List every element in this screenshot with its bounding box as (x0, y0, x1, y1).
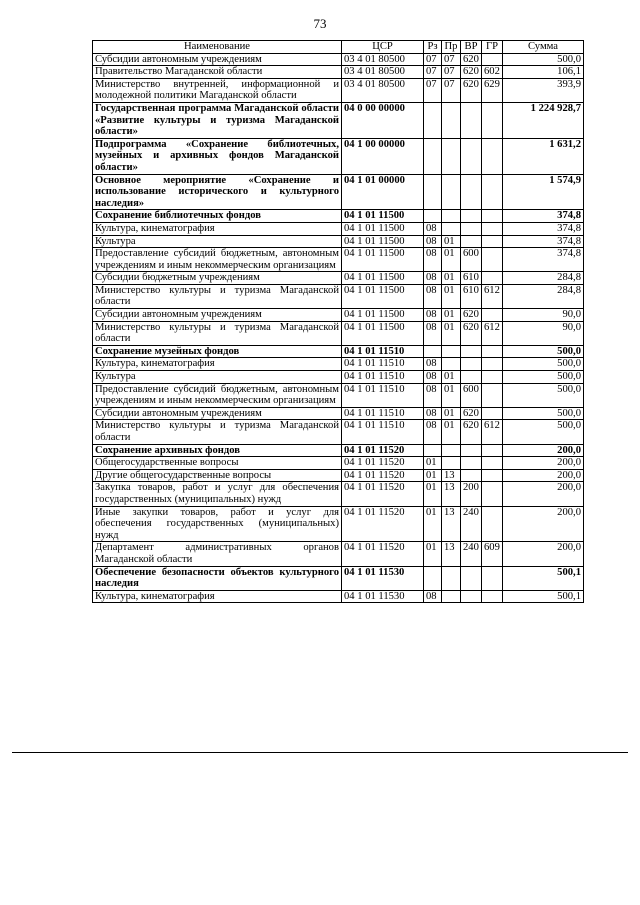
cell-sum: 374,8 (503, 235, 584, 248)
table-row (93, 407, 584, 420)
cell-vr: 620 (461, 66, 482, 79)
cell-name: Департамент административных органов Магаданской области (93, 542, 342, 566)
cell-csr: 04 1 01 11520 (342, 444, 424, 457)
cell-csr: 04 1 01 11510 (342, 407, 424, 420)
cell-name: Сохранение музейных фондов (93, 345, 342, 358)
cell-sum: 374,8 (503, 248, 584, 272)
cell-sum: 500,0 (503, 371, 584, 384)
cell-sum: 1 631,2 (503, 138, 584, 174)
table-row (93, 78, 584, 102)
cell-rz: 08 (424, 590, 442, 603)
cell-rz: 08 (424, 272, 442, 285)
cell-pr: 13 (442, 542, 461, 566)
cell-sum: 500,0 (503, 407, 584, 420)
cell-gr (482, 482, 503, 506)
cell-sum: 500,0 (503, 345, 584, 358)
cell-csr: 04 1 01 11500 (342, 248, 424, 272)
cell-csr: 04 0 00 00000 (342, 102, 424, 138)
cell-gr (482, 272, 503, 285)
cell-name: Министерство культуры и туризма Магаданской области (93, 420, 342, 444)
cell-vr (461, 566, 482, 590)
cell-gr (482, 457, 503, 470)
cell-gr (482, 371, 503, 384)
table-row (93, 358, 584, 371)
cell-csr: 03 4 01 80500 (342, 66, 424, 79)
cell-csr: 04 1 01 11510 (342, 383, 424, 407)
cell-name: Обеспечение безопасности объектов культурного наследия (93, 566, 342, 590)
cell-pr (442, 345, 461, 358)
cell-gr: 612 (482, 284, 503, 308)
cell-pr (442, 566, 461, 590)
cell-csr: 04 1 01 11500 (342, 284, 424, 308)
cell-csr: 04 1 01 11520 (342, 506, 424, 542)
cell-sum: 500,1 (503, 566, 584, 590)
cell-vr: 620 (461, 321, 482, 345)
cell-rz: 08 (424, 222, 442, 235)
cell-pr: 07 (442, 66, 461, 79)
cell-csr: 04 1 01 11500 (342, 272, 424, 285)
cell-sum: 374,8 (503, 222, 584, 235)
cell-sum: 500,0 (503, 358, 584, 371)
cell-vr (461, 457, 482, 470)
cell-rz: 01 (424, 469, 442, 482)
cell-gr (482, 566, 503, 590)
cell-gr: 609 (482, 542, 503, 566)
cell-rz: 08 (424, 371, 442, 384)
cell-csr: 04 1 01 11510 (342, 420, 424, 444)
cell-pr: 13 (442, 469, 461, 482)
cell-csr: 04 1 01 11530 (342, 566, 424, 590)
cell-name: Культура (93, 235, 342, 248)
cell-sum: 90,0 (503, 309, 584, 322)
cell-vr (461, 222, 482, 235)
header-sum: Сумма (503, 41, 584, 54)
cell-pr: 01 (442, 309, 461, 322)
header-gr: ГР (482, 41, 503, 54)
cell-sum: 200,0 (503, 457, 584, 470)
cell-sum: 284,8 (503, 284, 584, 308)
cell-vr: 240 (461, 506, 482, 542)
table-row (93, 566, 584, 590)
cell-sum: 284,8 (503, 272, 584, 285)
cell-rz (424, 444, 442, 457)
cell-vr: 610 (461, 272, 482, 285)
cell-rz: 07 (424, 78, 442, 102)
cell-rz (424, 138, 442, 174)
table-row (93, 53, 584, 66)
cell-name: Сохранение библиотечных фондов (93, 210, 342, 223)
cell-name: Культура, кинематография (93, 590, 342, 603)
table-row (93, 345, 584, 358)
cell-vr: 620 (461, 420, 482, 444)
cell-gr (482, 138, 503, 174)
table-row (93, 235, 584, 248)
cell-pr: 01 (442, 420, 461, 444)
cell-csr: 04 1 01 11500 (342, 222, 424, 235)
cell-vr (461, 345, 482, 358)
cell-pr (442, 590, 461, 603)
cell-csr: 04 1 00 00000 (342, 138, 424, 174)
cell-gr: 612 (482, 420, 503, 444)
table-row (93, 102, 584, 138)
cell-pr: 07 (442, 53, 461, 66)
cell-sum: 393,9 (503, 78, 584, 102)
header-name: Наименование (93, 41, 342, 54)
cell-csr: 04 1 01 11510 (342, 345, 424, 358)
cell-gr (482, 210, 503, 223)
cell-rz: 08 (424, 284, 442, 308)
cell-csr: 04 1 01 11500 (342, 210, 424, 223)
cell-vr: 620 (461, 53, 482, 66)
table-row (93, 506, 584, 542)
cell-pr: 01 (442, 248, 461, 272)
cell-rz (424, 210, 442, 223)
cell-name: Правительство Магаданской области (93, 66, 342, 79)
cell-gr (482, 469, 503, 482)
cell-name: Культура, кинематография (93, 358, 342, 371)
cell-csr: 04 1 01 11520 (342, 457, 424, 470)
cell-name: Министерство культуры и туризма Магаданской области (93, 321, 342, 345)
cell-pr (442, 174, 461, 210)
cell-gr: 629 (482, 78, 503, 102)
cell-vr: 620 (461, 309, 482, 322)
cell-gr (482, 383, 503, 407)
cell-sum: 500,1 (503, 590, 584, 603)
cell-gr (482, 358, 503, 371)
cell-vr (461, 590, 482, 603)
cell-rz: 08 (424, 248, 442, 272)
cell-csr: 04 1 01 11510 (342, 358, 424, 371)
cell-pr (442, 444, 461, 457)
cell-sum: 200,0 (503, 444, 584, 457)
cell-rz: 08 (424, 383, 442, 407)
cell-gr (482, 407, 503, 420)
cell-csr: 04 1 01 11520 (342, 542, 424, 566)
cell-pr: 01 (442, 235, 461, 248)
cell-gr (482, 222, 503, 235)
cell-rz (424, 566, 442, 590)
cell-gr: 612 (482, 321, 503, 345)
cell-name: Другие общегосударственные вопросы (93, 469, 342, 482)
cell-sum: 500,0 (503, 53, 584, 66)
cell-name: Субсидии автономным учреждениям (93, 309, 342, 322)
cell-name: Субсидии бюджетным учреждениям (93, 272, 342, 285)
table-row (93, 66, 584, 79)
cell-pr (442, 210, 461, 223)
cell-vr: 600 (461, 248, 482, 272)
cell-pr: 07 (442, 78, 461, 102)
cell-sum: 90,0 (503, 321, 584, 345)
table-row (93, 444, 584, 457)
cell-rz: 07 (424, 53, 442, 66)
cell-pr: 01 (442, 321, 461, 345)
cell-csr: 04 1 01 11500 (342, 321, 424, 345)
table-row (93, 371, 584, 384)
cell-csr: 03 4 01 80500 (342, 53, 424, 66)
cell-vr (461, 444, 482, 457)
table-row (93, 309, 584, 322)
cell-sum: 500,0 (503, 383, 584, 407)
cell-rz: 07 (424, 66, 442, 79)
cell-sum: 106,1 (503, 66, 584, 79)
cell-name: Министерство внутренней, информационной и молодежной политики Магаданской области (93, 78, 342, 102)
cell-sum: 1 574,9 (503, 174, 584, 210)
page-number: 73 (313, 16, 327, 31)
cell-name: Сохранение архивных фондов (93, 444, 342, 457)
table-row (93, 482, 584, 506)
cell-pr: 01 (442, 407, 461, 420)
cell-gr (482, 506, 503, 542)
cell-name: Закупка товаров, работ и услуг для обеспечения государственных (муниципальных) нужд (93, 482, 342, 506)
cell-rz: 08 (424, 358, 442, 371)
cell-vr: 620 (461, 407, 482, 420)
header-vr: ВР (461, 41, 482, 54)
table-row (93, 420, 584, 444)
cell-name: Субсидии автономным учреждениям (93, 407, 342, 420)
cell-rz: 01 (424, 542, 442, 566)
cell-csr: 04 1 01 11500 (342, 235, 424, 248)
table-row (93, 272, 584, 285)
cell-vr: 610 (461, 284, 482, 308)
cell-vr (461, 102, 482, 138)
footer-divider (12, 752, 628, 753)
cell-rz (424, 345, 442, 358)
cell-csr: 04 1 01 11510 (342, 371, 424, 384)
cell-name: Общегосударственные вопросы (93, 457, 342, 470)
cell-pr: 01 (442, 272, 461, 285)
cell-vr (461, 358, 482, 371)
table-row (93, 210, 584, 223)
cell-pr: 13 (442, 482, 461, 506)
cell-rz (424, 102, 442, 138)
table-row (93, 138, 584, 174)
cell-name: Государственная программа Магаданской области «Развитие культуры и туризма Магаданской области» (93, 102, 342, 138)
table-row (93, 174, 584, 210)
cell-rz: 01 (424, 457, 442, 470)
table-row (93, 248, 584, 272)
cell-rz (424, 174, 442, 210)
table-header-row (93, 41, 584, 54)
cell-rz: 08 (424, 321, 442, 345)
cell-csr: 04 1 01 11500 (342, 309, 424, 322)
cell-sum: 200,0 (503, 542, 584, 566)
cell-sum: 500,0 (503, 420, 584, 444)
cell-gr (482, 53, 503, 66)
table-row (93, 383, 584, 407)
cell-pr: 13 (442, 506, 461, 542)
cell-vr: 200 (461, 482, 482, 506)
cell-gr (482, 309, 503, 322)
cell-name: Предоставление субсидий бюджетным, автономным учреждениям и иным некоммерческим организациям (93, 248, 342, 272)
cell-sum: 200,0 (503, 469, 584, 482)
cell-vr (461, 235, 482, 248)
cell-gr (482, 102, 503, 138)
cell-sum: 200,0 (503, 482, 584, 506)
cell-sum: 200,0 (503, 506, 584, 542)
cell-gr (482, 590, 503, 603)
cell-name: Культура (93, 371, 342, 384)
cell-rz: 01 (424, 506, 442, 542)
cell-vr (461, 174, 482, 210)
table-row (93, 284, 584, 308)
table-row (93, 542, 584, 566)
cell-gr (482, 248, 503, 272)
cell-csr: 04 1 01 11520 (342, 469, 424, 482)
cell-pr: 01 (442, 371, 461, 384)
cell-rz: 08 (424, 235, 442, 248)
cell-pr: 01 (442, 383, 461, 407)
budget-table (92, 40, 584, 603)
table-row (93, 457, 584, 470)
table-row (93, 222, 584, 235)
cell-csr: 04 1 01 11530 (342, 590, 424, 603)
cell-pr (442, 222, 461, 235)
cell-rz: 08 (424, 420, 442, 444)
cell-pr (442, 457, 461, 470)
cell-pr (442, 102, 461, 138)
cell-gr (482, 235, 503, 248)
cell-sum: 1 224 928,7 (503, 102, 584, 138)
cell-name: Субсидии автономным учреждениям (93, 53, 342, 66)
cell-gr (482, 444, 503, 457)
cell-name: Культура, кинематография (93, 222, 342, 235)
cell-vr (461, 138, 482, 174)
cell-gr (482, 174, 503, 210)
cell-rz: 08 (424, 309, 442, 322)
table-row (93, 469, 584, 482)
cell-vr: 240 (461, 542, 482, 566)
cell-vr: 620 (461, 78, 482, 102)
cell-csr: 04 1 01 11520 (342, 482, 424, 506)
cell-rz: 08 (424, 407, 442, 420)
cell-vr: 600 (461, 383, 482, 407)
table-row (93, 590, 584, 603)
header-pr: Пр (442, 41, 461, 54)
cell-gr: 602 (482, 66, 503, 79)
cell-pr (442, 138, 461, 174)
cell-rz: 01 (424, 482, 442, 506)
cell-vr (461, 469, 482, 482)
cell-csr: 04 1 01 00000 (342, 174, 424, 210)
header-rz: Рз (424, 41, 442, 54)
cell-name: Подпрограмма «Сохранение библиотечных, музейных и архивных фондов Магаданской области» (93, 138, 342, 174)
cell-pr (442, 358, 461, 371)
cell-gr (482, 345, 503, 358)
cell-name: Основное мероприятие «Сохранение и использование исторического и культурного наследия» (93, 174, 342, 210)
table-row (93, 321, 584, 345)
cell-name: Предоставление субсидий бюджетным, автономным учреждениям и иным некоммерческим организациям (93, 383, 342, 407)
cell-vr (461, 210, 482, 223)
cell-name: Министерство культуры и туризма Магаданской области (93, 284, 342, 308)
cell-vr (461, 371, 482, 384)
cell-csr: 03 4 01 80500 (342, 78, 424, 102)
cell-sum: 374,8 (503, 210, 584, 223)
header-csr: ЦСР (342, 41, 424, 54)
cell-name: Иные закупки товаров, работ и услуг для обеспечения государственных (муниципальных) нужд (93, 506, 342, 542)
cell-pr: 01 (442, 284, 461, 308)
